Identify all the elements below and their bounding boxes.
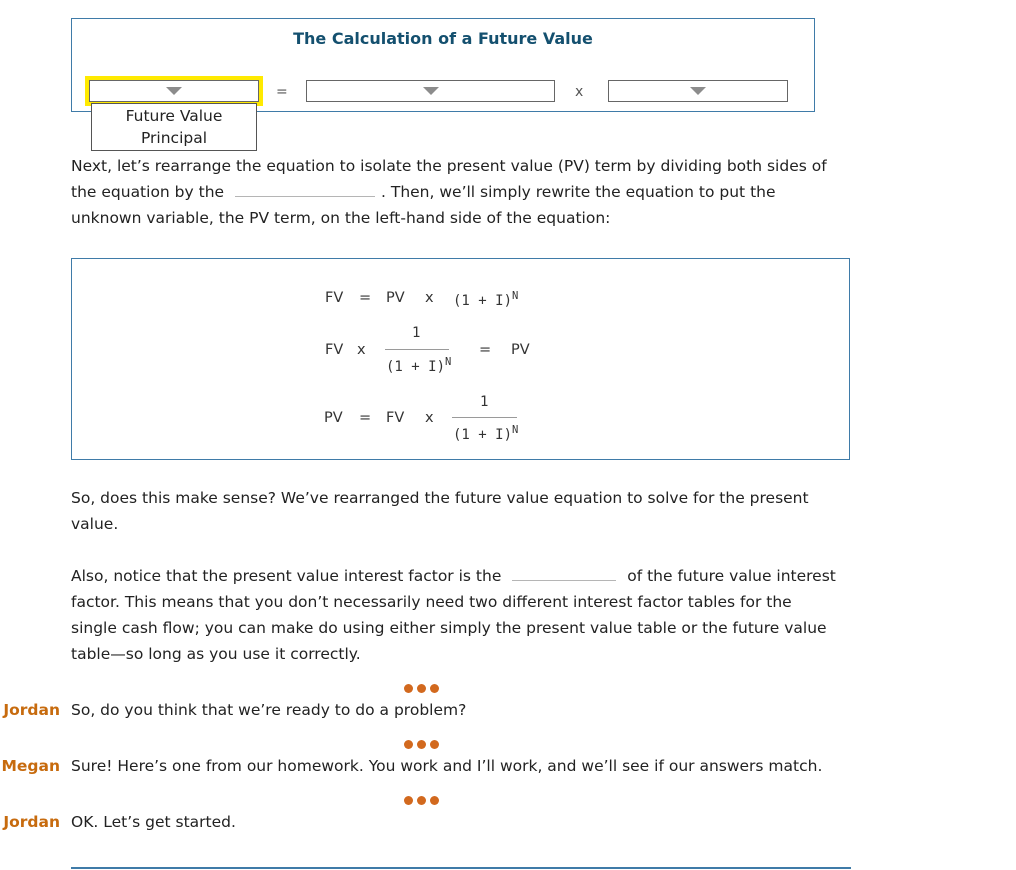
- interest-factor-dropdown[interactable]: [608, 80, 788, 102]
- fv-term: FV: [325, 290, 344, 306]
- paragraph-line: So, does this make sense? We’ve rearranged the future value equation to solve for the present: [71, 489, 809, 507]
- chevron-down-icon: [423, 87, 439, 95]
- separator-dots: [404, 791, 450, 801]
- interest-factor: $(1 + I)^N$: [453, 290, 519, 309]
- equals-sign: =: [276, 84, 288, 100]
- dialogue-text: OK. Let’s get started.: [71, 813, 236, 831]
- dialogue-text: So, do you think that we’re ready to do a problem?: [71, 701, 467, 719]
- fraction-bar: [452, 417, 517, 418]
- paragraph-line: Also, notice that the present value interest factor is the of the future value interest: [71, 567, 836, 585]
- principal-dropdown[interactable]: [306, 80, 555, 102]
- paragraph-line: factor. This means that you don’t necessarily need two different interest factor tables for the: [71, 593, 792, 611]
- fraction-denominator: $(1 + I)^N$: [453, 424, 519, 443]
- equals-sign: =: [359, 290, 372, 306]
- future-value-dropdown[interactable]: [89, 80, 259, 102]
- separator-dots: [404, 735, 450, 745]
- fraction-numerator: 1: [412, 325, 421, 341]
- dropdown-option-future-value[interactable]: Future Value: [125, 107, 223, 125]
- multiply-sign: x: [357, 342, 366, 358]
- fraction-bar: [385, 349, 449, 350]
- multiply-sign: x: [425, 410, 434, 426]
- chevron-down-icon: [166, 87, 182, 95]
- sense-paragraph: [71, 485, 809, 537]
- fv-term: FV: [325, 342, 344, 358]
- speaker-name: Jordan: [3, 813, 60, 831]
- speaker-name: Jordan: [3, 701, 60, 719]
- paragraph-line: table—so long as you use it correctly.: [71, 645, 361, 663]
- dialogue-text: Sure! Here’s one from our homework. You work and I’ll work, and we’ll see if our answers match.: [71, 757, 823, 775]
- bottom-divider: [71, 867, 851, 869]
- speaker-name: Megan: [1, 757, 60, 775]
- multiply-sign: x: [575, 84, 584, 100]
- chevron-down-icon: [690, 87, 706, 95]
- fv-term: FV: [386, 410, 405, 426]
- separator-dots: [404, 679, 450, 689]
- paragraph-line: single cash flow; you can make do using either simply the present value table or the future value: [71, 619, 827, 637]
- equals-sign: =: [479, 342, 492, 358]
- pv-term: PV: [324, 410, 343, 426]
- paragraph-line: Next, let’s rearrange the equation to isolate the present value (PV) term by dividing both sides of: [71, 157, 827, 175]
- fraction-denominator: $(1 + I)^N$: [386, 356, 452, 375]
- fraction-numerator: 1: [480, 394, 489, 410]
- pv-term: PV: [511, 342, 530, 358]
- multiply-sign: x: [425, 290, 434, 306]
- paragraph-line: unknown variable, the PV term, on the left-hand side of the equation:: [71, 209, 611, 227]
- answer-blank-1[interactable]: [235, 182, 375, 197]
- dropdown-options-list: [91, 103, 257, 151]
- panel-title: The Calculation of a Future Value: [293, 29, 593, 48]
- dropdown-option-principal[interactable]: Principal: [140, 129, 208, 147]
- paragraph-line: the equation by the . Then, we’ll simply rewrite the equation to put the: [71, 183, 776, 201]
- pv-term: PV: [386, 290, 405, 306]
- paragraph-line: value.: [71, 515, 119, 533]
- interest-factor-paragraph: [71, 563, 836, 667]
- equals-sign: =: [359, 410, 372, 426]
- answer-blank-2[interactable]: [512, 566, 616, 581]
- rearrange-paragraph: [71, 153, 827, 231]
